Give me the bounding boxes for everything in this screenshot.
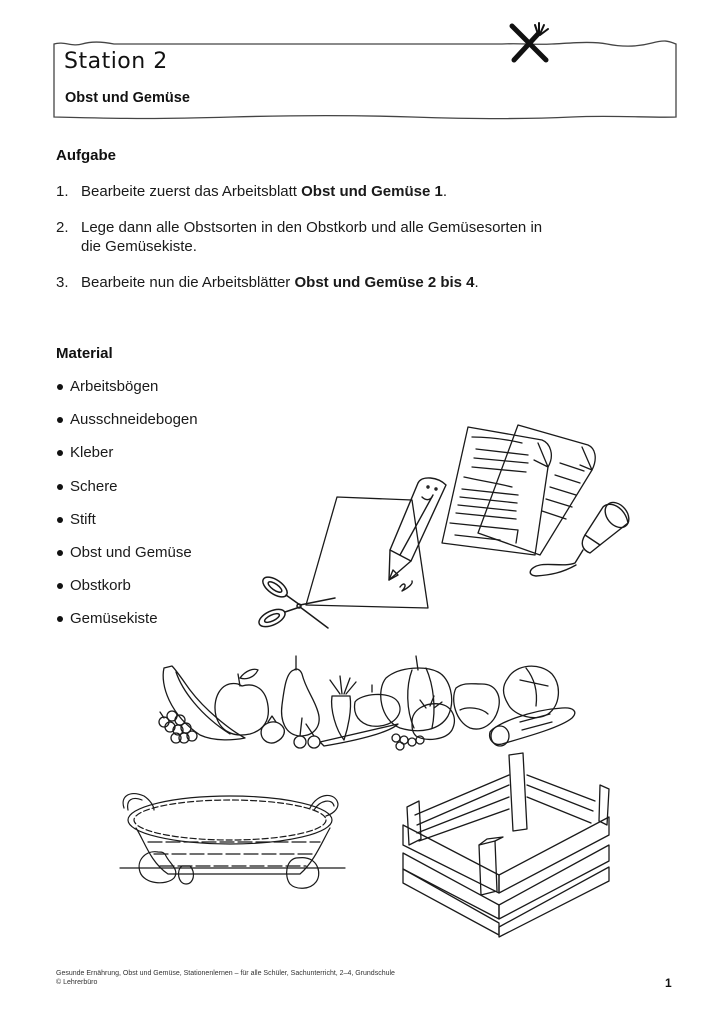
cherries <box>294 718 320 748</box>
task-text-bold: Obst und Gemüse 1 <box>301 183 443 200</box>
material-label: Obst und Gemüse <box>70 543 192 561</box>
material-label: Kleber <box>70 444 114 462</box>
fruit-basket <box>110 780 355 895</box>
glue-bottle-icon <box>530 498 633 576</box>
material-item <box>56 377 198 410</box>
task-item <box>56 218 566 256</box>
bullet-icon <box>57 517 63 523</box>
station-title: Station 2 <box>64 49 168 74</box>
material-item <box>56 576 198 609</box>
material-label: Gemüsekiste <box>70 610 158 628</box>
bullet-icon <box>57 384 63 390</box>
material-item <box>56 543 198 576</box>
task-text: Bearbeite zuerst das Arbeitsblatt <box>81 183 302 200</box>
pumpkin <box>381 656 452 731</box>
task-list <box>56 182 576 309</box>
task-number: 3. <box>56 274 69 291</box>
material-label: Obstkorb <box>70 577 131 595</box>
material-label: Stift <box>70 510 96 528</box>
bullet-icon <box>57 417 63 423</box>
station-subtitle: Obst und Gemüse <box>65 90 190 106</box>
supplies-illustration <box>250 415 650 635</box>
bullet-icon <box>57 484 63 490</box>
task-text-bold: Obst und Gemüse 2 bis 4 <box>294 274 475 291</box>
strawberry <box>261 716 284 743</box>
material-list <box>56 377 198 643</box>
footer-source: Gesunde Ernährung, Obst und Gemüse, Stationenlernen – für alle Schüler, Sachunterricht, 2–4, Grundschule <box>56 970 395 977</box>
material-label: Schere <box>70 477 118 495</box>
cabbage <box>504 666 559 718</box>
bullet-icon <box>57 616 63 622</box>
footer-copyright: © Lehrerbüro <box>56 979 98 986</box>
cucumber <box>490 708 575 746</box>
task-item <box>56 273 576 292</box>
bullet-icon <box>57 450 63 456</box>
task-text: . <box>442 183 447 200</box>
task-number: 2. <box>56 219 69 236</box>
paper-sheet <box>306 497 428 608</box>
task-item <box>56 182 576 201</box>
carrot <box>320 676 398 746</box>
material-heading: Material <box>56 345 113 362</box>
material-item <box>56 477 198 510</box>
material-item <box>56 510 198 543</box>
material-item <box>56 410 198 443</box>
page-number: 1 <box>665 976 672 990</box>
produce-illustration <box>150 650 580 750</box>
scissors-icon <box>256 573 335 630</box>
material-label: Arbeitsbögen <box>70 378 159 395</box>
worksheets <box>442 425 595 555</box>
task-number: 1. <box>56 183 69 200</box>
material-item <box>56 609 198 642</box>
task-text: Lege dann alle Obstsorten in den Obstkorb und alle Gemüsesorten in die Gemüsekiste. <box>81 219 543 255</box>
grapes <box>159 711 197 743</box>
material-item <box>56 443 198 476</box>
pepper <box>454 684 500 729</box>
apple <box>215 669 268 735</box>
task-text: . <box>474 274 479 291</box>
footer-credit <box>56 969 395 987</box>
task-heading: Aufgabe <box>56 147 116 164</box>
bullet-icon <box>57 550 63 556</box>
cutlery-icon <box>508 20 552 64</box>
pear <box>282 656 320 736</box>
squash <box>355 685 400 726</box>
task-text: Bearbeite nun die Arbeitsblätter <box>81 274 295 291</box>
bullet-icon <box>57 583 63 589</box>
vegetable-crate <box>395 745 605 940</box>
banana <box>163 666 245 740</box>
material-label: Ausschneidebogen <box>70 411 198 429</box>
